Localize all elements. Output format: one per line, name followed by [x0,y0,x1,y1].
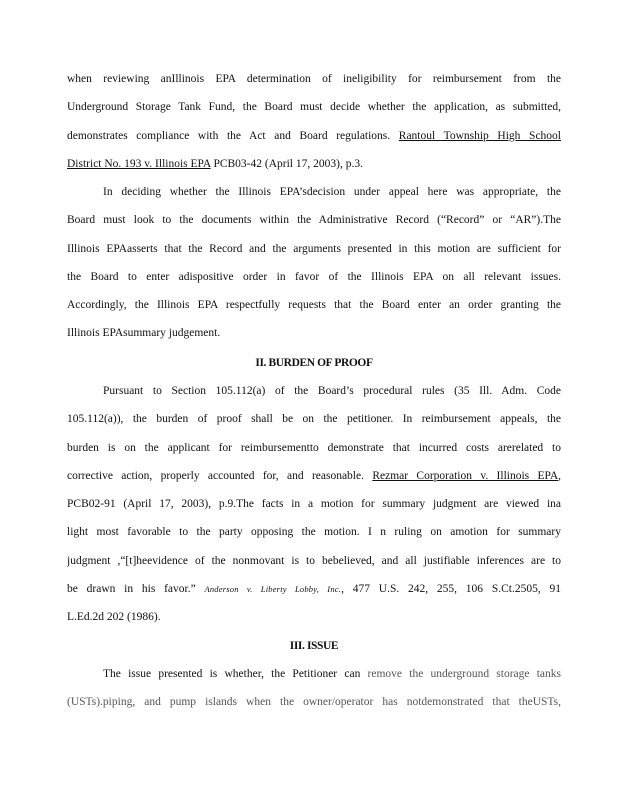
text-line: In deciding whether the Illinois EPA’sdecision under appeal here was appropriate, the [103,186,561,198]
text-line [67,660,561,688]
issue-paragraph [67,660,561,717]
text-line: judgment ,“[t]heevidence of the nonmovant is to bebelieved, and all justifiable inferences are to [67,554,561,567]
text-segment: , [558,469,561,482]
text-line: Pursuant to Section 105.112(a) of the Board’s procedural rules (35 Ill. Adm. Code [103,385,561,397]
text-line [67,575,561,603]
text-segment: The issue presented is whether, the Petitioner can [103,668,368,680]
text-line: burden is on the applicant for reimbursementto demonstrate that incurred costs arerelated to [67,441,561,454]
case-citation-anderson: Anderson v. Liberty Lobby, Inc. [204,584,342,595]
section-heading-issue: III. ISSUE [289,640,339,652]
text-segment: , 477 U.S. 242, 255, 106 S.Ct.2505, 91 [341,583,561,596]
text-line: Underground Storage Tank Fund, the Board must decide whether the application, as submitted, [67,101,561,114]
section-heading-burden-of-proof: II. BURDEN OF PROOF [255,357,373,369]
case-citation-rantoul-cont: District No. 193 v. Illinois EPA [67,157,211,170]
second-paragraph [67,178,561,348]
text-line: Board must look to the documents within the Administrative Record (“Record” or “AR”).The [67,214,561,227]
case-citation-rantoul: Rantoul Township High School [398,129,561,142]
text-line: 105.112(a)), the burden of proof shall be on the petitioner. In reimbursement appeals, the [67,413,561,426]
text-line: light most favorable to the party opposing the motion. I n ruling on amotion for summary [67,526,561,539]
text-line: when reviewing anIllinois EPA determination of ineligibility for reimbursement from the [67,73,561,85]
text-line: the Board to enter adispositive order in favor of the Illinois EPA on all relevant issues. [67,270,561,283]
case-citation-rezmar: Rezmar Corporation v. Illinois EPA [372,469,559,482]
text-line [67,462,561,490]
intro-paragraph [67,65,561,178]
text-line: PCB02-91 (April 17, 2003), p.9.The facts in a motion for summary judgment are viewed ina [67,498,561,511]
text-segment: be drawn in his favor.” [67,583,205,596]
text-segment: corrective action, properly accounted for, and reasonable. [67,469,373,482]
text-line [67,122,561,150]
text-line: (USTs).piping, and pump islands when the owner/operator has notdemonstrated that theUSTs, [67,696,561,709]
text-line: Illinois EPAasserts that the Record and the arguments presented in this motion are sufficient for [67,242,561,255]
burden-of-proof-paragraph [67,377,561,632]
text-line: Illinois EPAsummary judgement. [67,327,221,340]
text-line [67,150,561,178]
text-line: Accordingly, the Illinois EPA respectfully requests that the Board enter an order granting the [67,299,561,312]
text-line: L.Ed.2d 202 (1986). [67,611,161,624]
text-segment: demonstrates compliance with the Act and Board regulations. [67,129,399,142]
text-segment: PCB03-42 (April 17, 2003), p.3. [210,157,363,170]
text-segment-grey: remove the underground storage tanks [367,668,561,680]
